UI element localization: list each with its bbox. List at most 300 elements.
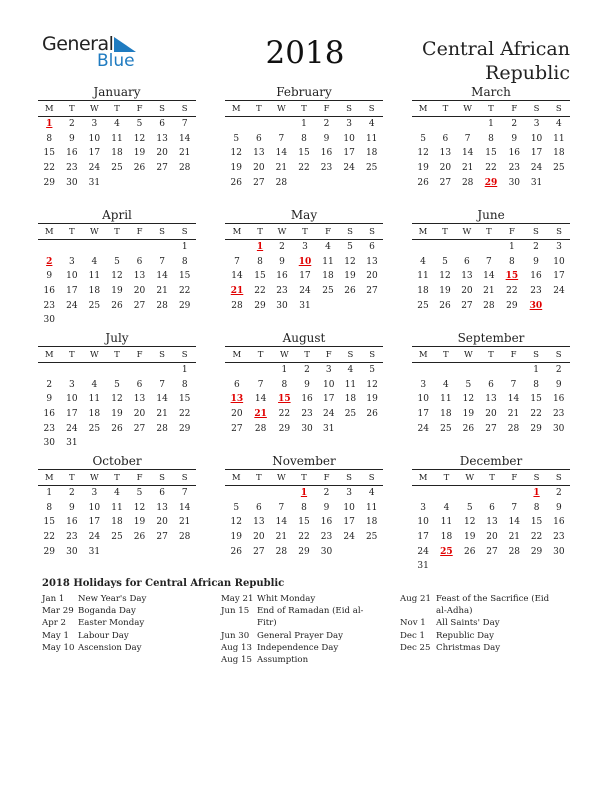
day-cell: 8 (509, 256, 515, 267)
day-cell: 4 (114, 488, 120, 499)
holiday-date: Jun 15 (221, 606, 250, 617)
day-cell: 30 (66, 546, 78, 557)
week-row (412, 544, 570, 559)
day-cell: 3 (346, 488, 352, 499)
day-cell: 3 (556, 242, 562, 253)
day-cell: 12 (417, 148, 429, 159)
day-cell: 22 (178, 409, 191, 420)
day-cell (361, 421, 383, 436)
day-cell: 3 (68, 256, 75, 267)
day-cell: 19 (366, 394, 378, 405)
week-row (38, 501, 196, 516)
weekday-header: T (61, 101, 84, 117)
day-cell: 19 (133, 517, 146, 528)
month-march (412, 84, 570, 190)
day-cell: 16 (320, 148, 333, 159)
day-cell: 31 (88, 546, 101, 557)
holiday-name: General Prayer Day (257, 630, 343, 641)
holiday-name: Feast of the Sacrifice (Eid al-Adha) (436, 594, 550, 617)
day-cell: 14 (508, 517, 521, 528)
day-cell (128, 436, 151, 451)
day-cell: 10 (553, 256, 565, 267)
day-cell: 23 (66, 532, 78, 543)
day-cell: 27 (156, 532, 168, 543)
day-cell: 15 (530, 394, 542, 405)
day-cell: 14 (156, 394, 168, 405)
day-cell: 25 (88, 300, 101, 311)
month-table (412, 346, 570, 436)
day-cell: 23 (301, 409, 313, 420)
day-cell (128, 544, 151, 559)
holiday-name: End of Ramadan (Eid al-Fitr) (257, 606, 364, 629)
day-cell: 7 (511, 502, 518, 513)
day-cell: 19 (417, 163, 429, 174)
month-table (38, 346, 196, 451)
day-cell: 14 (275, 148, 288, 159)
day-cell: 24 (66, 300, 78, 311)
weekday-header: T (293, 224, 317, 240)
day-cell: 7 (278, 502, 285, 513)
holiday-day-cell: 1 (256, 242, 264, 253)
day-cell: 8 (301, 502, 307, 513)
weekday-header: S (151, 224, 174, 240)
day-cell: 12 (344, 256, 356, 267)
day-cell: 11 (440, 394, 452, 405)
day-cell: 5 (347, 242, 353, 253)
day-cell: 16 (43, 409, 55, 420)
day-cell: 13 (439, 148, 452, 159)
day-cell: 28 (231, 300, 243, 311)
holiday-date: May 21 (221, 594, 254, 604)
day-cell: 13 (366, 256, 378, 267)
day-cell: 22 (298, 163, 310, 174)
day-cell: 7 (257, 379, 264, 390)
day-cell (360, 175, 383, 190)
day-cell: 7 (510, 379, 517, 390)
day-cell: 11 (111, 502, 123, 513)
weekday-header: T (435, 347, 458, 363)
day-cell: 9 (304, 379, 310, 390)
day-cell: 22 (530, 409, 542, 420)
weekday-header: M (225, 101, 248, 117)
day-cell (61, 313, 84, 328)
day-cell (173, 436, 196, 451)
day-cell: 20 (156, 148, 168, 159)
day-cell: 31 (299, 300, 311, 311)
day-cell (106, 175, 129, 190)
holiday-name: Assumption (257, 655, 309, 666)
week-row (38, 363, 196, 378)
day-cell: 29 (278, 423, 291, 434)
day-cell: 31 (88, 177, 101, 188)
day-cell: 3 (346, 119, 352, 130)
day-cell: 8 (257, 256, 263, 267)
holiday-item (42, 642, 202, 654)
day-cell: 21 (156, 286, 168, 297)
day-cell: 26 (417, 177, 429, 188)
day-cell: 26 (230, 546, 242, 557)
week-row (412, 530, 570, 545)
holiday-day-cell: 2 (46, 256, 53, 267)
day-cell: 19 (462, 409, 475, 420)
day-cell: 10 (417, 394, 429, 405)
day-cell: 28 (508, 546, 521, 557)
day-cell: 23 (43, 423, 55, 434)
weekday-header: M (38, 347, 61, 363)
weekday-header: T (293, 101, 316, 117)
holiday-day-cell: 13 (230, 394, 244, 405)
day-cell: 26 (111, 300, 123, 311)
weekday-header: M (412, 224, 434, 240)
month-table (225, 100, 383, 190)
day-cell: 15 (298, 517, 310, 528)
holiday-date: Aug 15 (221, 655, 252, 666)
day-cell: 27 (156, 163, 168, 174)
day-cell: 28 (178, 163, 191, 174)
day-cell (248, 486, 271, 501)
holiday-column (221, 593, 381, 666)
day-cell: 22 (506, 286, 518, 297)
day-cell (38, 363, 61, 378)
day-cell: 5 (466, 502, 473, 513)
day-cell: 19 (111, 409, 123, 420)
holiday-name: Easter Monday (78, 618, 145, 629)
day-cell (173, 544, 196, 559)
day-cell: 2 (304, 365, 310, 376)
day-cell: 26 (464, 546, 476, 557)
weekday-header: S (548, 101, 570, 117)
weekday-header: F (128, 224, 151, 240)
day-cell (339, 298, 361, 313)
day-cell (151, 363, 174, 378)
month-title: November (272, 454, 336, 468)
weekday-header: W (270, 101, 293, 117)
weekday-header: T (61, 470, 84, 486)
day-cell (338, 544, 361, 559)
day-cell (128, 313, 151, 328)
day-cell: 5 (233, 502, 240, 513)
holiday-item (221, 605, 381, 629)
day-cell: 9 (555, 379, 562, 390)
weekday-header: W (271, 224, 293, 240)
day-cell (106, 544, 129, 559)
day-cell: 28 (254, 423, 267, 434)
day-cell: 13 (156, 133, 168, 144)
day-cell: 18 (88, 409, 101, 420)
day-cell: 15 (43, 148, 55, 159)
day-cell: 23 (530, 286, 542, 297)
holiday-date: Jan 1 (42, 594, 65, 604)
holiday-day-cell: 1 (46, 119, 53, 130)
weekday-header: T (434, 470, 458, 486)
day-cell (459, 486, 481, 501)
day-cell: 21 (507, 409, 520, 420)
day-cell: 4 (325, 242, 331, 253)
day-cell: 1 (301, 119, 307, 130)
day-cell: 4 (91, 379, 98, 390)
week-row (225, 378, 383, 393)
day-cell: 21 (178, 517, 191, 528)
day-cell: 31 (417, 561, 429, 572)
day-cell: 30 (276, 300, 288, 311)
month-table (38, 469, 196, 559)
week-row (412, 363, 570, 378)
day-cell: 4 (555, 119, 562, 130)
day-cell: 27 (461, 300, 473, 311)
day-cell: 2 (68, 488, 75, 499)
weekday-header: W (457, 101, 479, 117)
holiday-date: Aug 13 (221, 642, 252, 653)
day-cell: 15 (178, 271, 191, 282)
weekday-header: F (318, 347, 340, 363)
weekday-header: S (361, 347, 383, 363)
day-cell (225, 363, 249, 378)
day-cell: 20 (366, 271, 378, 282)
day-cell: 26 (230, 177, 242, 188)
day-cell: 10 (66, 271, 78, 282)
logo-text-blue: Blue (97, 51, 135, 71)
week-row (225, 146, 383, 161)
day-cell: 14 (156, 271, 168, 282)
day-cell: 16 (43, 286, 55, 297)
day-cell: 5 (114, 256, 120, 267)
day-cell: 10 (88, 133, 101, 144)
week-row (412, 117, 570, 132)
weekday-header: M (38, 470, 61, 486)
day-cell (225, 240, 249, 255)
day-cell: 20 (253, 532, 265, 543)
weekday-header: S (173, 347, 196, 363)
day-cell: 8 (181, 256, 188, 267)
day-cell: 21 (156, 409, 168, 420)
day-cell: 28 (461, 177, 474, 188)
week-row (225, 161, 383, 176)
day-cell: 30 (508, 177, 521, 188)
day-cell: 5 (233, 133, 240, 144)
day-cell: 27 (231, 423, 243, 434)
day-cell: 8 (488, 133, 494, 144)
holiday-name: Republic Day (436, 630, 495, 641)
holiday-day-cell: 21 (230, 286, 244, 297)
month-table (412, 100, 570, 190)
day-cell: 4 (442, 379, 449, 390)
day-cell: 29 (178, 300, 191, 311)
month-title: September (457, 331, 525, 345)
week-row (412, 392, 570, 407)
day-cell: 3 (68, 379, 75, 390)
day-cell: 6 (159, 119, 165, 130)
day-cell: 7 (464, 133, 471, 144)
day-cell (61, 363, 84, 378)
week-row (225, 530, 383, 545)
day-cell: 25 (440, 423, 452, 434)
day-cell: 16 (66, 148, 78, 159)
day-cell: 25 (365, 532, 378, 543)
weekday-header: S (525, 347, 548, 363)
day-cell: 4 (420, 256, 426, 267)
day-cell: 10 (343, 133, 355, 144)
day-cell: 6 (442, 133, 449, 144)
day-cell: 6 (489, 502, 495, 513)
weekday-header: T (481, 470, 503, 486)
day-cell (106, 436, 129, 451)
day-cell: 28 (156, 300, 168, 311)
weekday-header: S (173, 101, 196, 117)
day-cell (173, 313, 196, 328)
day-cell: 19 (464, 532, 476, 543)
day-cell (548, 559, 570, 574)
day-cell: 2 (533, 242, 539, 253)
day-cell: 4 (91, 256, 98, 267)
day-cell: 20 (439, 163, 452, 174)
day-cell: 28 (507, 423, 520, 434)
week-row (38, 392, 196, 407)
day-cell (173, 175, 196, 190)
day-cell: 15 (530, 517, 543, 528)
day-cell: 31 (530, 177, 543, 188)
day-cell: 1 (509, 242, 515, 253)
day-cell: 24 (323, 409, 335, 420)
day-cell (106, 313, 129, 328)
month-november (225, 453, 383, 559)
day-cell: 5 (136, 119, 143, 130)
day-cell: 2 (68, 119, 75, 130)
day-cell: 8 (533, 379, 539, 390)
day-cell: 12 (111, 394, 123, 405)
day-cell: 22 (43, 163, 55, 174)
day-cell (151, 175, 174, 190)
holiday-date: Dec 25 (400, 642, 431, 653)
day-cell: 13 (461, 271, 473, 282)
month-title: October (92, 454, 142, 468)
day-cell: 17 (553, 271, 565, 282)
day-cell (434, 486, 458, 501)
day-cell: 8 (46, 133, 53, 144)
day-cell: 26 (366, 409, 378, 420)
week-row (38, 421, 196, 436)
logo-text-general: General (42, 33, 114, 55)
holiday-item (42, 605, 202, 617)
day-cell: 2 (323, 119, 330, 130)
day-cell: 23 (66, 163, 78, 174)
month-table (225, 469, 383, 559)
weekday-header: S (173, 470, 196, 486)
weekday-header: F (502, 347, 525, 363)
weekday-header: T (434, 224, 456, 240)
day-cell: 11 (111, 133, 123, 144)
day-cell (83, 436, 106, 451)
weekday-header: T (106, 224, 129, 240)
day-cell: 24 (88, 163, 101, 174)
day-cell: 25 (88, 423, 101, 434)
holidays-title: 2018 Holidays for Central African Republic (42, 578, 285, 589)
day-cell: 2 (555, 365, 562, 376)
day-cell: 24 (553, 286, 565, 297)
day-cell: 11 (417, 271, 429, 282)
day-cell (128, 363, 151, 378)
day-cell: 29 (43, 546, 55, 557)
day-cell: 21 (483, 286, 495, 297)
month-title: December (459, 454, 523, 468)
week-row (38, 269, 196, 284)
week-row (225, 515, 383, 530)
weekday-header: W (83, 101, 106, 117)
day-cell: 1 (488, 119, 494, 130)
day-cell (340, 421, 362, 436)
day-cell (270, 117, 293, 132)
week-row (412, 255, 570, 270)
month-may (225, 207, 383, 313)
weekday-header: M (38, 101, 61, 117)
day-cell: 26 (133, 532, 146, 543)
day-cell (480, 363, 503, 378)
week-row (38, 407, 196, 422)
week-row (38, 255, 196, 270)
day-cell: 30 (301, 423, 313, 434)
day-cell (249, 363, 273, 378)
weekday-header: M (225, 347, 249, 363)
day-cell: 16 (552, 394, 565, 405)
day-cell: 20 (156, 517, 168, 528)
holiday-date: Dec 1 (400, 630, 425, 641)
day-cell (503, 486, 525, 501)
weekday-header: M (225, 470, 248, 486)
week-row (38, 284, 196, 299)
day-cell: 18 (344, 394, 357, 405)
day-cell: 3 (302, 242, 308, 253)
day-cell: 30 (553, 546, 565, 557)
day-cell: 25 (417, 300, 429, 311)
day-cell (225, 486, 248, 501)
day-cell: 13 (156, 502, 168, 513)
month-table (38, 223, 196, 328)
month-title: March (471, 85, 511, 99)
day-cell: 17 (88, 517, 101, 528)
day-cell: 23 (43, 300, 55, 311)
holiday-date: May 10 (42, 642, 75, 653)
week-row (225, 117, 383, 132)
day-cell: 5 (369, 365, 375, 376)
weekday-header: S (151, 101, 174, 117)
year-title: 2018 (265, 35, 345, 71)
day-cell: 27 (485, 423, 497, 434)
day-cell: 23 (276, 286, 288, 297)
day-cell: 28 (178, 532, 191, 543)
holiday-date: Apr 2 (42, 618, 67, 629)
day-cell: 17 (88, 148, 101, 159)
weekday-header: M (412, 470, 434, 486)
day-cell: 3 (91, 488, 98, 499)
day-cell: 26 (344, 286, 356, 297)
month-title: January (93, 85, 141, 99)
day-cell (106, 240, 129, 255)
weekday-header: T (61, 347, 84, 363)
day-cell: 3 (325, 365, 332, 376)
day-cell: 9 (68, 133, 75, 144)
holiday-day-cell: 1 (300, 488, 308, 499)
holiday-item (221, 642, 381, 654)
weekday-header: W (83, 224, 106, 240)
day-cell: 22 (278, 409, 291, 420)
month-january (38, 84, 196, 190)
holiday-name: Christmas Day (436, 642, 501, 653)
day-cell: 27 (439, 177, 452, 188)
day-cell: 16 (66, 517, 78, 528)
day-cell: 18 (417, 286, 429, 297)
day-cell: 30 (66, 177, 78, 188)
day-cell: 9 (279, 256, 285, 267)
weekday-header: S (524, 224, 548, 240)
